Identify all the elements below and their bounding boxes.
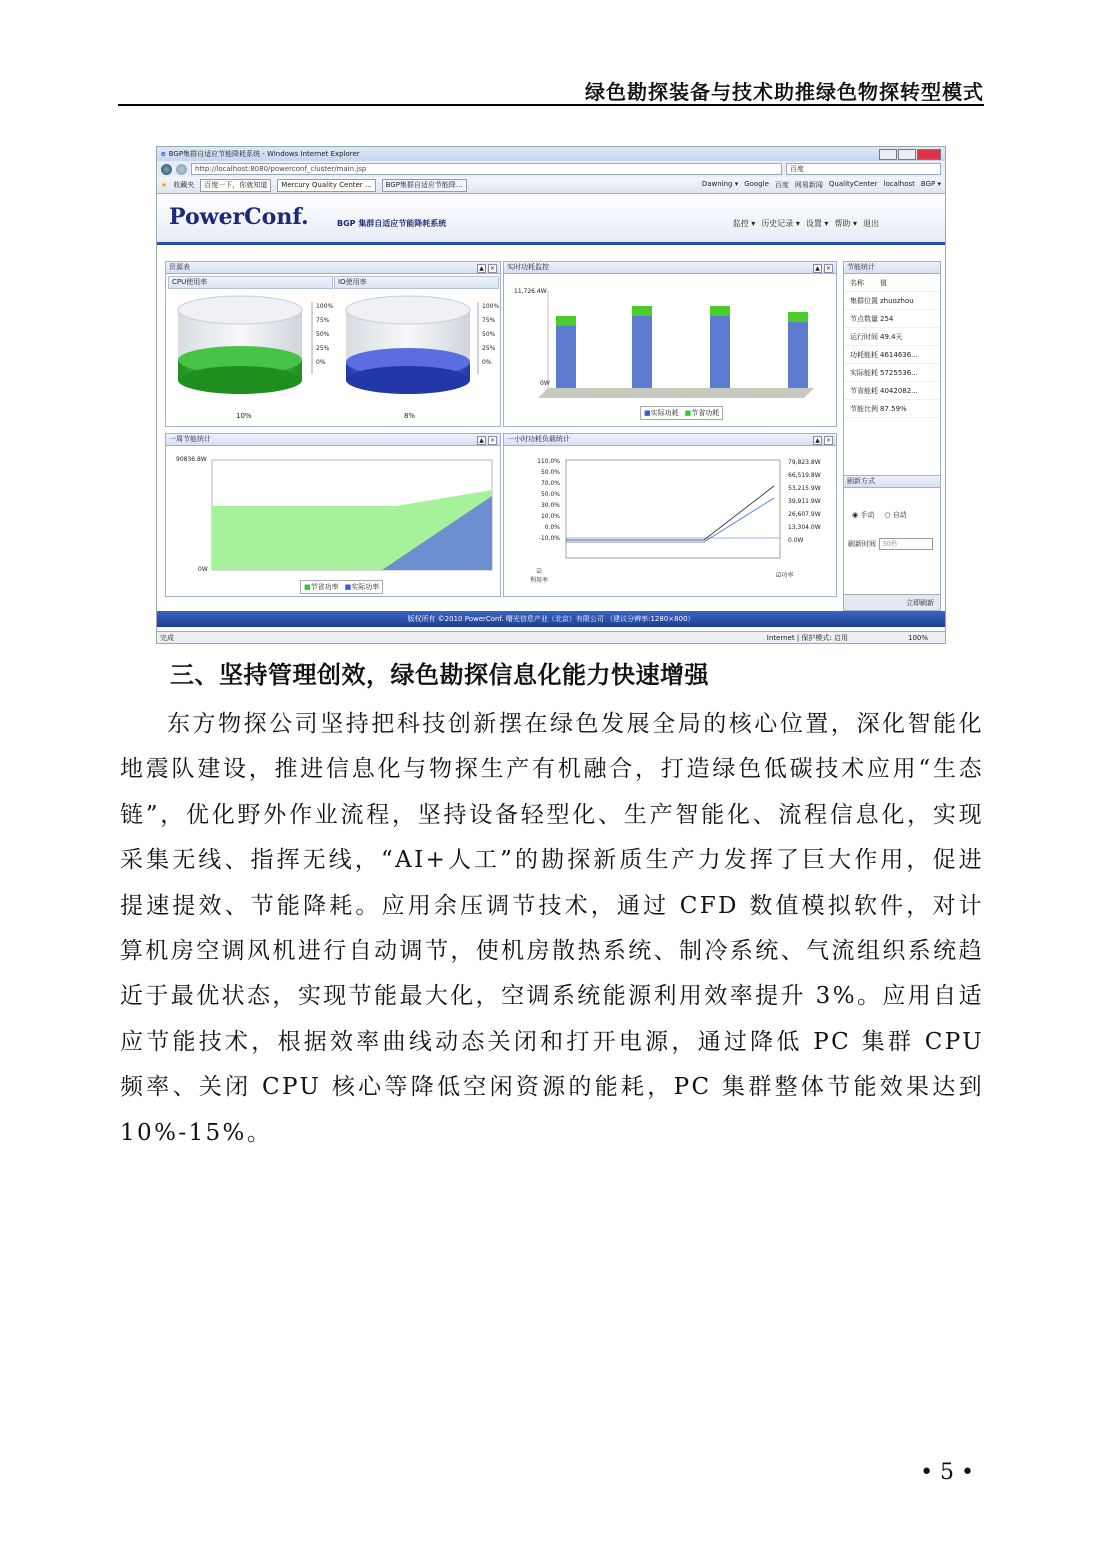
status-zoom[interactable]: 100%	[907, 633, 928, 642]
week-y-bottom: 0W	[198, 566, 208, 573]
cpu-cylinder	[178, 296, 302, 394]
close-panel-button[interactable]: ×	[825, 437, 832, 444]
stats-row: 集群位置 zhuozhou	[844, 292, 940, 310]
window-title: BGP集群自适应节能降耗系统 - Windows Internet Explorer	[168, 150, 360, 158]
fav-link[interactable]: 百度	[774, 181, 789, 189]
cpu-ticks: 100% 75% 50% 25% 0%	[316, 303, 334, 366]
search-input[interactable]: 百度	[786, 163, 941, 175]
menu-help[interactable]: 帮助 ▾	[834, 219, 857, 228]
io-gauge-title: IO使用率	[334, 276, 499, 289]
cpu-gauge-title: CPU使用率	[168, 276, 333, 289]
stats-row: 实际能耗 5725536...	[844, 364, 940, 382]
hour-line-chart	[504, 448, 836, 578]
io-value: 8%	[404, 412, 416, 420]
favorites-bar	[157, 177, 945, 194]
hour-panel-title: 一小时功耗负载统计	[504, 434, 836, 446]
week-y-top: 90836.8W	[176, 456, 207, 463]
hour-right-ticks: 79,823.8W 66,519.8W 53,215.9W 39,911.9W 26,607.9W 13,304.0W 0.0W	[788, 459, 821, 544]
collapse-button[interactable]: ▲	[477, 264, 486, 273]
browser-tab[interactable]: Mercury Quality Center ...	[277, 179, 375, 192]
bar-4	[788, 312, 808, 388]
close-button[interactable]	[917, 149, 941, 160]
menu-monitor[interactable]: 监控 ▾	[732, 219, 756, 228]
back-icon[interactable]	[161, 164, 172, 175]
running-head: 绿色勘探装备与技术助推绿色物探转型模式	[585, 80, 984, 104]
stats-row: 节省能耗 4042082...	[844, 382, 940, 400]
power-checkbox[interactable]: ☑功率	[776, 572, 794, 579]
realtime-panel-title: 实时功耗监控	[504, 262, 836, 274]
app-footer: 版权所有 ©2010 PowerConf. 曙光信息产业（北京）有限公司 （建议分辨率:1280×800）	[157, 611, 945, 627]
week-panel-title: 一周节能统计	[166, 434, 500, 446]
radio-auto[interactable]: ○ 自动	[884, 511, 907, 519]
software-screenshot-figure	[156, 146, 946, 644]
week-energy-panel	[165, 433, 501, 597]
bar-1	[556, 316, 576, 388]
stats-row: 节能比例 87.59%	[844, 400, 940, 418]
bar-3	[710, 306, 730, 388]
maximize-button[interactable]	[898, 149, 916, 160]
realtime-bar-chart	[504, 276, 836, 416]
resource-panel-title: 资源表	[166, 262, 500, 274]
stats-panel-title: 节能统计	[844, 262, 940, 274]
io-ticks: 100% 75% 50% 25% 0%	[482, 303, 500, 366]
close-panel-button[interactable]: ×	[825, 265, 832, 272]
fav-link[interactable]: QualityCenter	[828, 180, 878, 188]
address-input[interactable]: http://localhost:8080/powerconf_cluster/main.jsp	[191, 163, 782, 175]
radio-manual[interactable]: ◉ 手动	[852, 511, 875, 519]
body-paragraph: 东方物探公司坚持把科技创新摆在绿色发展全局的核心位置，深化智能化地震队建设，推进信息化与物探生产有机融合，打造绿色低碳技术应用“生态链”，优化野外作业流程，坚持设备轻型化、生产智能化、流程信息化，实现采集无线、指挥无线，“AI+人工”的勘探新质生产力发挥了巨大作用，促进提速提效、节能降耗。应用余压调节技术，通过 CFD 数值模拟软件，对计算机房空调风机进行自动调节，使机房散热系统、制冷系统、气流组织系统趋近于最优状态，实现节能最大化，空调系统能源利用效率提升 3%。应用自适应节能技术，根据效率曲线动态关闭和打开电源，通过降低 PC 集群 CPU 频率、关闭 CPU 核心等降低空闲资源的能耗，PC 集群整体节能效果达到 10%-15%。	[120, 711, 984, 1146]
app-logo: PowerConf.	[169, 204, 309, 230]
realtime-y-bottom: 0W	[540, 380, 550, 387]
collapse-button[interactable]: ▲	[813, 436, 822, 445]
menu-settings[interactable]: 设置 ▾	[805, 219, 829, 228]
stats-header-row: 名称 值	[844, 274, 940, 292]
io-cylinder	[346, 296, 470, 394]
minimize-button[interactable]	[879, 149, 897, 160]
forward-icon[interactable]	[176, 164, 187, 175]
fav-link[interactable]: Google	[744, 180, 769, 188]
hour-left-ticks: 110.0% 50.0% 70.0% 50.0% 30.0% 10.0% 0.0% -10.0%	[537, 458, 560, 542]
stats-row: 功耗能耗 4614636...	[844, 346, 940, 364]
browser-title-bar	[157, 147, 945, 161]
cpu-value: 10%	[236, 412, 252, 420]
status-zone: Internet | 保护模式: 启用	[766, 633, 848, 642]
bar-2	[632, 306, 652, 388]
browser-status-bar	[157, 631, 945, 643]
header-rule	[118, 104, 984, 106]
menu-logout[interactable]: 退出	[863, 219, 879, 228]
favorites-label[interactable]: 收藏夹	[173, 181, 195, 189]
stats-row: 运行时间 49.4天	[844, 328, 940, 346]
section-heading: 三、坚持管理创效，绿色勘探信息化能力快速增强	[170, 661, 709, 689]
status-text: 完成	[160, 633, 174, 642]
close-panel-button[interactable]: ×	[489, 265, 496, 272]
ie-logo-icon: e	[161, 150, 166, 158]
energy-stats-panel	[843, 261, 941, 481]
util-checkbox[interactable]: ☑ 利用率	[530, 568, 549, 584]
address-bar-row	[157, 161, 945, 177]
collapse-button[interactable]: ▲	[477, 436, 486, 445]
realtime-power-panel	[503, 261, 837, 427]
browser-tab[interactable]: 百度一下，你就知道	[200, 179, 271, 192]
fav-link[interactable]: 网易新闻	[794, 181, 823, 189]
collapse-button[interactable]: ▲	[813, 264, 822, 273]
app-header	[157, 194, 945, 245]
week-area-chart	[166, 448, 500, 578]
realtime-y-top: 11,726.4W	[514, 288, 547, 295]
refresh-panel	[843, 475, 941, 611]
fav-link[interactable]: Dawning ▾	[701, 180, 739, 188]
page-number: • 5 •	[920, 1460, 974, 1485]
interval-label: 刷新时间	[848, 540, 876, 548]
menu-history[interactable]: 历史记录 ▾	[761, 219, 800, 228]
favorites-star-icon[interactable]: ★	[161, 181, 168, 189]
refresh-now-button[interactable]: 立即刷新	[844, 594, 940, 610]
app-menu	[733, 218, 879, 229]
refresh-panel-title: 刷新方式	[844, 476, 940, 488]
stats-row: 节点数量 254	[844, 310, 940, 328]
interval-select[interactable]: 30秒	[879, 538, 933, 550]
realtime-legend: ■实际功耗 ■节省功耗	[640, 406, 723, 420]
hour-load-panel	[503, 433, 837, 597]
browser-tab[interactable]: BGP集群自适应节能降...	[382, 179, 467, 192]
resource-panel	[165, 261, 501, 427]
close-panel-button[interactable]: ×	[489, 437, 496, 444]
fav-link[interactable]: localhost	[883, 180, 915, 188]
app-name: BGP 集群自适应节能降耗系统	[337, 219, 447, 228]
week-legend: ■节省功率 ■实际功率	[300, 580, 383, 594]
fav-link[interactable]: BGP ▾	[920, 180, 941, 188]
